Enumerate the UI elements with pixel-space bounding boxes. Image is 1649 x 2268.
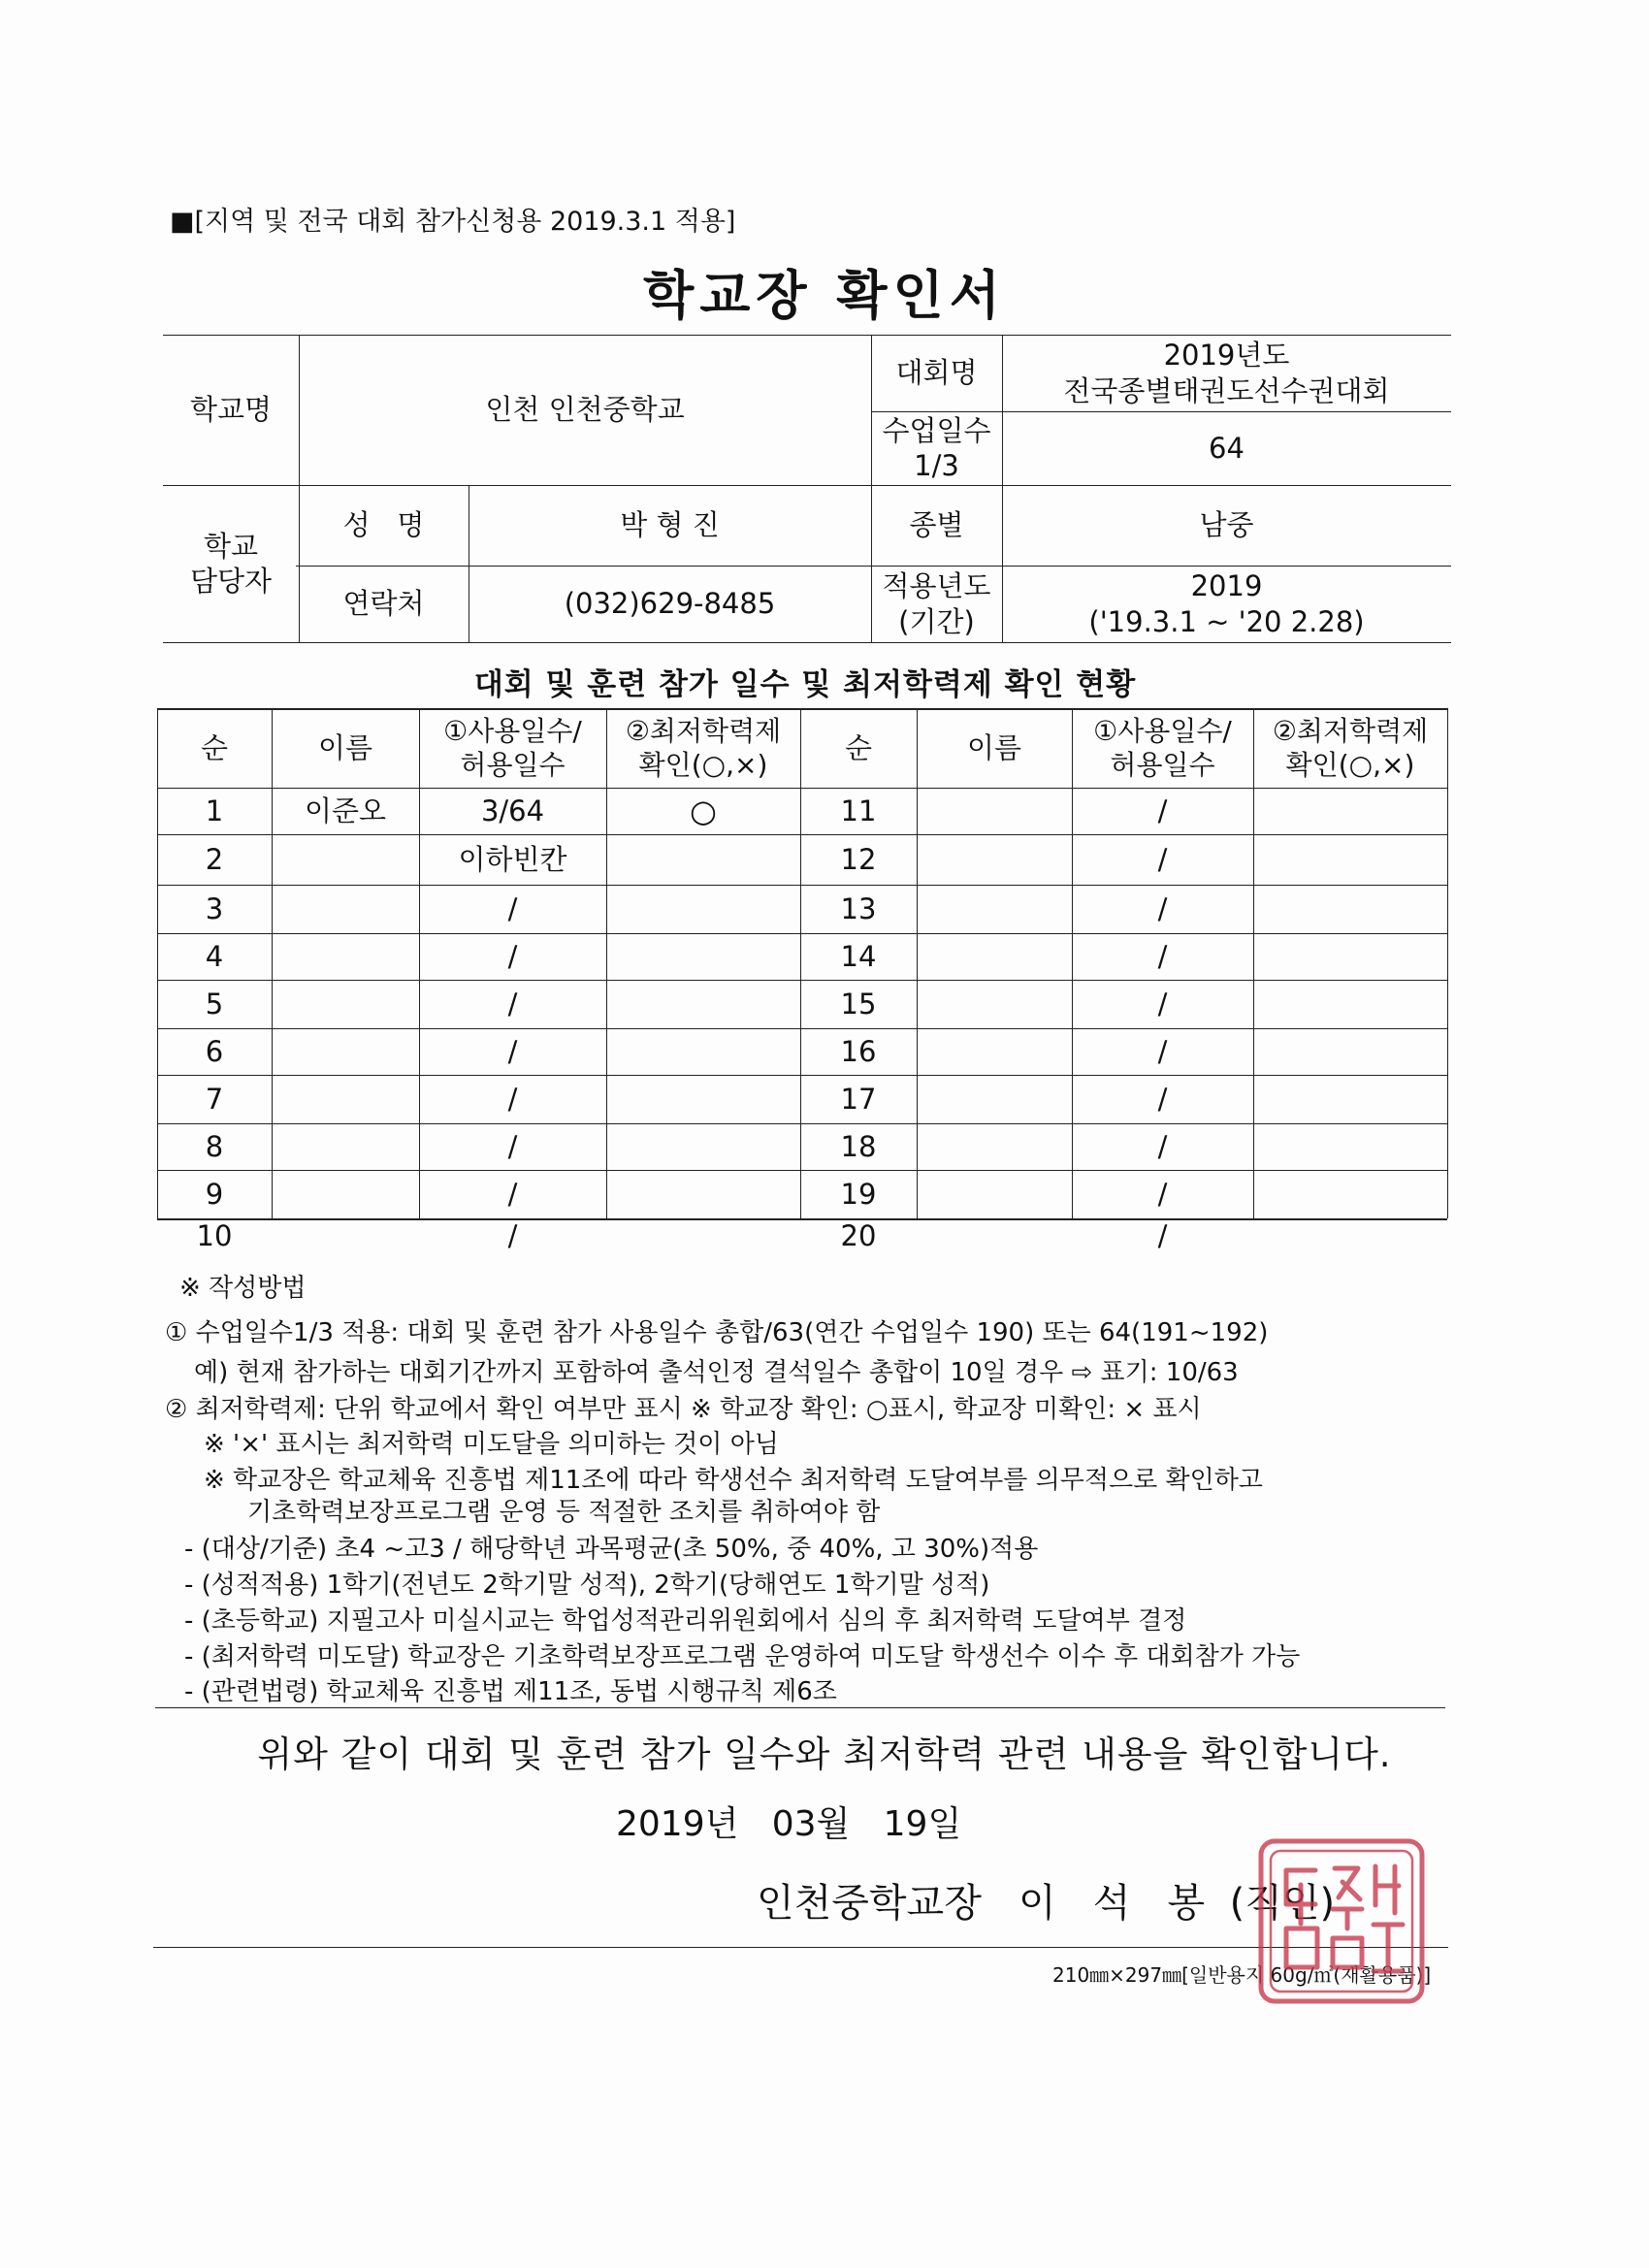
row-number: 6 [205,1034,224,1068]
year-value-line2: ('19.3.1 ~ '20 2.28) [1088,604,1365,638]
note-line: ② 최저학력제: 단위 학교에서 확인 여부만 표시 ※ 학교장 확인: ○표시, 학교장 미확인: × 표시 [165,1395,1202,1424]
manager-name-label: 성 명 [342,508,425,542]
header-check [1253,708,1447,788]
header-check-line1: ②최저학력제 [1272,715,1429,747]
row-number: 16 [840,1034,877,1068]
header-no: 순 [844,730,872,764]
row-check [606,885,800,933]
row-check [1253,933,1447,980]
row-name [272,834,419,885]
row-number: 18 [840,1129,877,1163]
row-days: / [507,1034,518,1068]
note-line: ※ 학교장은 학교체육 진흥법 제11조에 따라 학생선수 최저학력 도달여부를 의무적으로 확인하고 [204,1466,1263,1495]
header-days [1072,708,1253,788]
row-days: / [1157,1129,1168,1163]
event-title: 전국종별태권도선수권대회 [1063,373,1390,407]
manager-label [163,485,299,642]
category-value: 남중 [1199,508,1254,542]
header-name: 이름 [966,730,1022,764]
row-days: / [1157,987,1168,1021]
row-check [1253,834,1447,885]
row-name [917,980,1072,1028]
row-number: 9 [205,1177,224,1211]
note-line: - (최저학력 미도달) 학교장은 기초학력보장프로그램 운영하여 미도달 학생선수 이수 후 대회참가 가능 [184,1642,1301,1671]
row-name [272,1028,419,1075]
note-line: - (초등학교) 지필고사 미실시교는 학업성적관리위원회에서 심의 후 최저학력 도달여부 결정 [184,1606,1187,1636]
class-days-label-line1: 수업일수 [882,413,991,447]
row-name [917,1123,1072,1170]
row-check [1253,1170,1447,1218]
official-seal-stamp [1249,1831,1434,2011]
school-name-value: 인천 인천중학교 [485,393,685,427]
row-check [1253,980,1447,1028]
confirmation-statement: 위와 같이 대회 및 훈련 참가 일수와 최저학력 관련 내용을 확인합니다. [257,1733,1392,1775]
row-check [1253,1123,1447,1170]
manager-label-line1: 학교 [203,529,259,563]
note-line: ① 수업일수1/3 적용: 대회 및 훈련 참가 사용일수 총합/63(연간 수업일수 190) 또는 64(191~192) [165,1318,1269,1347]
row-number: 17 [840,1082,877,1116]
row-name [272,1170,419,1218]
row-name [272,885,419,933]
row-check [1253,1075,1447,1123]
row-days: / [1157,794,1168,827]
header-check-line2: 확인(○,×) [638,749,768,781]
header-days-line2: 허용일수 [1110,749,1215,781]
row-number: 11 [840,794,877,827]
row-days: / [1157,1082,1168,1116]
row-days: / [507,1219,518,1252]
row-days: 이하빈칸 [458,842,567,876]
row-name [917,834,1072,885]
row-number: 4 [205,939,224,973]
note-line: - (관련법령) 학교체육 진흥법 제11조, 동법 시행규칙 제6조 [184,1677,837,1706]
manager-name-value: 박 형 진 [620,508,720,542]
row-number: 15 [840,987,877,1021]
issue-date: 2019년 03월 19일 [616,1804,962,1844]
header-check-line1: ②최저학력제 [625,715,782,747]
row-number: 20 [840,1219,877,1252]
row-name [917,1028,1072,1075]
row-number: 14 [840,939,877,973]
row-days: / [1157,939,1168,973]
row-days: / [507,1177,518,1211]
row-number: 12 [840,842,877,876]
row-days: / [507,891,518,925]
row-days: / [507,1129,518,1163]
note-line: ※ '×' 표시는 최저학력 미도달을 의미하는 것이 아님 [204,1430,779,1459]
class-days-label [871,411,1002,485]
row-number: 5 [205,987,224,1021]
row-check [606,933,800,980]
year-label [871,566,1002,642]
row-days: / [507,1082,518,1116]
row-days: / [507,987,518,1021]
row-name [272,1075,419,1123]
row-name [917,788,1072,834]
year-value-line1: 2019 [1190,569,1263,603]
row-name [917,1170,1072,1218]
note-line: 예) 현재 참가하는 대회기간까지 포함하여 출석인정 결석일수 총합이 10일 경우 ⇨ 표기: 10/63 [194,1358,1239,1387]
principal-signature-line: 인천중학교장 이 석 봉 (직인) [757,1881,1336,1926]
header-no: 순 [200,730,228,764]
note-line: - (성적적용) 1학기(전년도 2학기말 성적), 2학기(당해연도 1학기말 성적) [184,1571,990,1600]
row-check [606,1075,800,1123]
row-number: 3 [205,891,224,925]
header-check [606,708,800,788]
header-days-line1: ①사용일수/ [1093,715,1232,747]
row-number: 13 [840,891,877,925]
row-name [917,933,1072,980]
event-year: 2019년도 [1163,339,1290,373]
notes-heading: ※ 작성방법 [179,1274,307,1303]
header-days-line2: 허용일수 [460,749,566,781]
row-number: 1 [205,794,224,827]
row-name [917,1075,1072,1123]
row-number: 7 [205,1082,224,1116]
row-number: 2 [205,842,224,876]
row-check: ○ [690,793,717,829]
row-number: 19 [840,1177,877,1211]
row-number: 8 [205,1129,224,1163]
header-days [419,708,606,788]
year-label-line2: (기간) [898,604,975,638]
year-label-line1: 적용년도 [882,569,991,603]
event-name-label: 대회명 [895,356,978,390]
row-days: / [1157,1219,1168,1252]
row-check [1253,1028,1447,1075]
row-days: / [1157,842,1168,876]
manager-label-line2: 담당자 [189,565,273,598]
paper-size-note: 210㎜×297㎜[일반용지 60g/㎡(재활용품)] [1052,1963,1432,1987]
row-name [917,885,1072,933]
school-name-label: 학교명 [189,393,273,427]
row-name: 이준오 [304,794,387,827]
row-check [1253,788,1447,834]
class-days-value: 64 [1209,431,1245,465]
row-days: / [1157,1177,1168,1211]
page-title: 학교장 확인서 [643,265,1006,326]
row-check [606,834,800,885]
row-days: 3/64 [480,794,545,827]
contact-label: 연락처 [342,587,425,621]
row-number: 10 [196,1219,233,1252]
row-days: / [507,939,518,973]
header-days-line1: ①사용일수/ [443,715,582,747]
row-check [606,980,800,1028]
row-name [272,980,419,1028]
form-usage-label: ■[지역 및 전국 대회 참가신청용 2019.3.1 적용] [170,207,736,237]
section-title: 대회 및 훈련 참가 일수 및 최저학력제 확인 현황 [473,667,1137,702]
event-name-value [1002,335,1451,411]
row-name [272,1123,419,1170]
row-check [606,1028,800,1075]
note-line: - (대상/기준) 초4 ~고3 / 해당학년 과목평균(초 50%, 중 40%, 고 30%)적용 [184,1535,1039,1564]
row-days: / [1157,891,1168,925]
class-days-label-line2: 1/3 [914,449,959,482]
contact-value: (032)629-8485 [564,587,776,621]
row-name [272,933,419,980]
header-name: 이름 [317,730,373,764]
row-days: / [1157,1034,1168,1068]
header-check-line2: 확인(○,×) [1285,749,1415,781]
category-label: 종별 [909,508,964,542]
row-check [606,1123,800,1170]
row-check [1253,885,1447,933]
year-value [1002,566,1451,642]
note-line: 기초학력보장프로그램 운영 등 적절한 조치를 취하여야 함 [247,1498,881,1527]
row-check [606,1170,800,1218]
